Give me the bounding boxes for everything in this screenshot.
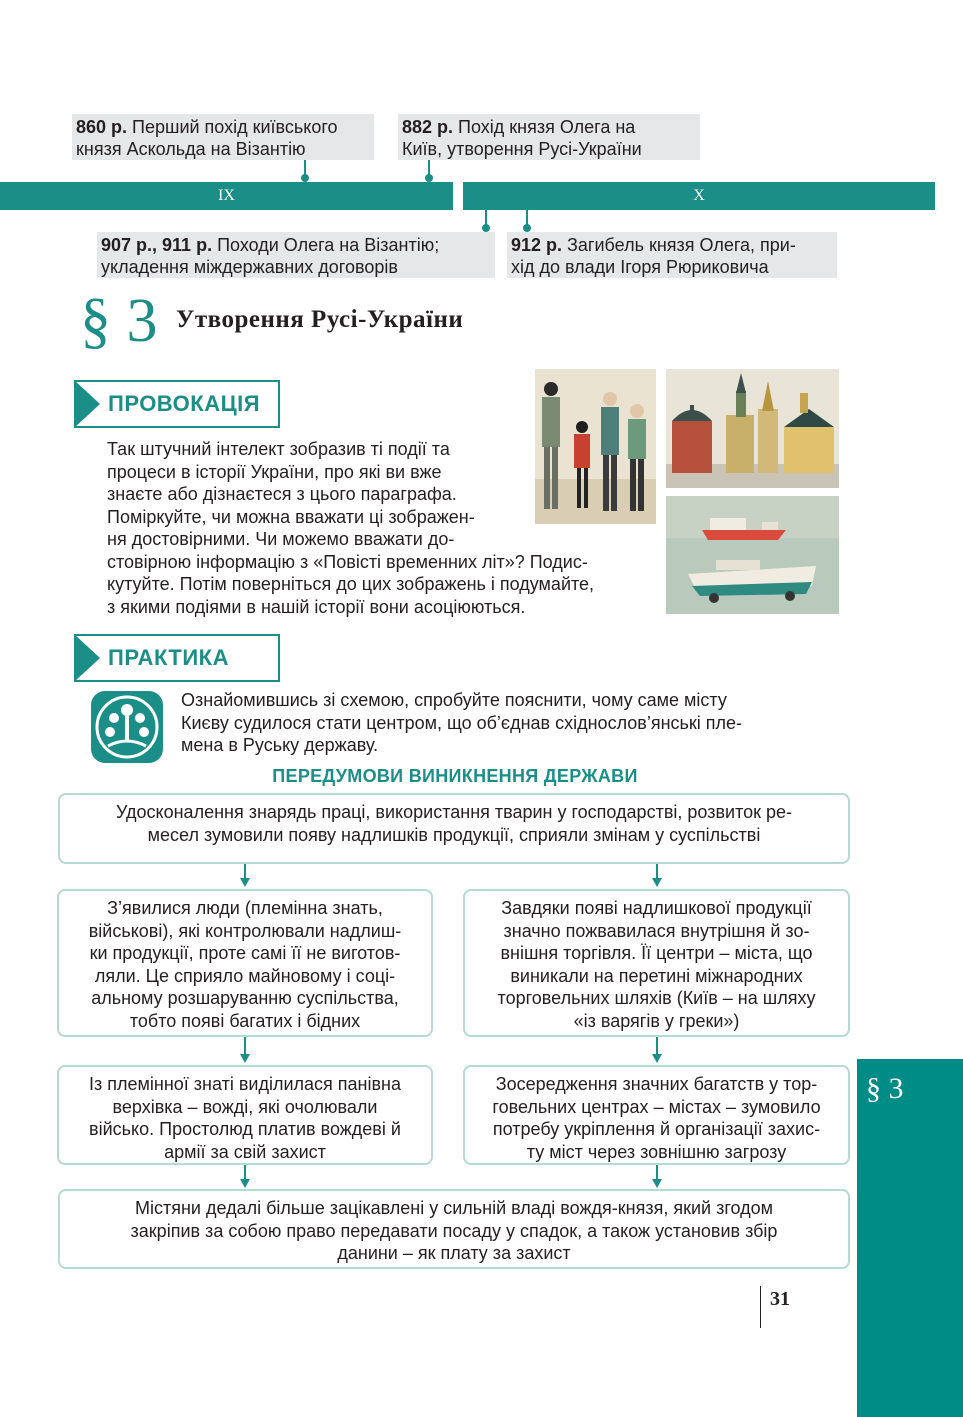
- practice-header: [74, 634, 280, 682]
- scheme-arrow-line: [244, 864, 246, 879]
- timeline-dot-907: [482, 224, 490, 232]
- ai-image-city: [666, 369, 839, 488]
- timeline-event-860: 860 р. Перший похід київського князя Аскольда на Візантію: [72, 114, 374, 160]
- timeline-dot-912: [523, 224, 531, 232]
- scheme-box-right-1: Завдяки появі надлишкової продукції значно пожвавилася внутрішня й зо- внішня торгівля. Її центри – міста, що виникали на перетині міжнародних торговельних шляхів (Київ – на шляху «із варягів у греки»): [463, 889, 850, 1037]
- page-number: 31: [770, 1288, 790, 1310]
- side-tab-label: § 3: [866, 1072, 904, 1105]
- timeline-dot-882: [425, 174, 433, 182]
- timeline-event-907-911: 907 р., 911 р. Походи Олега на Візантію; укладення міждержавних договорів: [97, 232, 495, 278]
- section-side-tab: [857, 1059, 963, 1417]
- scheme-box-bottom: Містяни дедалі більше зацікавлені у сильній владі вождя-князя, який згодом закріпив за собою право передавати посаду у спадок, а також установив збір данини – як плату за захист: [58, 1189, 850, 1269]
- triangle-marker-icon: [74, 634, 100, 682]
- arrow-down-icon: [652, 878, 662, 887]
- practice-text: Ознайомившись зі схемою, спробуйте пояснити, чому саме місту Києву судилося стати центром, що об’єднав східнослов’янські пле- мена в Руську державу.: [181, 690, 743, 755]
- arrow-down-icon: [240, 1179, 250, 1188]
- century-ix-label: IX: [218, 187, 235, 204]
- paragraph-number: § 3: [80, 287, 158, 355]
- scheme-box-right-2: Зосередження значних багатств у тор- говельних центрах – містах – зумовило потребу укріплення й організації захис- ту міст через зовнішню загрозу: [463, 1065, 850, 1165]
- ai-image-boats: [666, 496, 839, 614]
- provocation-heading: ПРОВОКАЦІЯ: [108, 391, 261, 416]
- timeline-dot-860: [301, 174, 309, 182]
- scheme-box-top: Удосконалення знарядь праці, використання тварин у господарстві, розвиток ре- месел зумовили появу надлишків продукції, сприяли змінам у суспільстві: [58, 793, 850, 864]
- ai-image-people: [535, 369, 656, 524]
- arrow-down-icon: [652, 1054, 662, 1063]
- scheme-arrow-line: [656, 1165, 658, 1180]
- scheme-box-left-2: Із племінної знаті виділилася панівна верхівка – вожді, які очолювали військо. Простолюд платив вождеві й армії за свій захист: [57, 1065, 433, 1165]
- century-x-label: X: [693, 187, 705, 204]
- scheme-arrow-line: [244, 1037, 246, 1055]
- arrow-down-icon: [652, 1179, 662, 1188]
- arrow-down-icon: [240, 878, 250, 887]
- page-number-divider: [760, 1286, 761, 1328]
- tree-scheme-icon: [90, 690, 164, 764]
- paragraph-title: Утворення Русі-України: [176, 306, 464, 333]
- timeline-event-882: 882 р. Похід князя Олега на Київ, утворення Русі-України: [398, 114, 700, 160]
- arrow-down-icon: [240, 1054, 250, 1063]
- triangle-marker-icon: [74, 380, 100, 428]
- provocation-text: Так штучний інтелект зобразив ті події та процеси в історії України, про які ви вже знаєте або дізнаєтеся з цього параграфа. Поміркуйте, чи можна вважати ці зображен- ня достовірними. Чи можемо вважати до- стовірною інформацію з «Повісті временних літ»? Подис- кутуйте. Потім поверніться до цих зображень і подумайте, з якими подіями в нашій історії вони асоціюються.: [107, 439, 595, 617]
- practice-heading: ПРАКТИКА: [108, 645, 229, 670]
- scheme-arrow-line: [244, 1165, 246, 1180]
- scheme-arrow-line: [656, 864, 658, 879]
- provocation-header: [74, 380, 280, 428]
- scheme-arrow-line: [656, 1037, 658, 1055]
- scheme-title: ПЕРЕДУМОВИ ВИНИКНЕННЯ ДЕРЖАВИ: [272, 766, 638, 786]
- timeline-event-912: 912 р. Загибель князя Олега, при- хід до влади Ігоря Рюриковича: [507, 232, 837, 278]
- scheme-box-left-1: З’явилися люди (племінна знать, військові), які контролювали надлиш- ки продукції, проте самі її не виготов- ляли. Це сприяло майновому і соці- альному розшаруванню суспільства, тобто появі багатих і бідних: [57, 889, 433, 1037]
